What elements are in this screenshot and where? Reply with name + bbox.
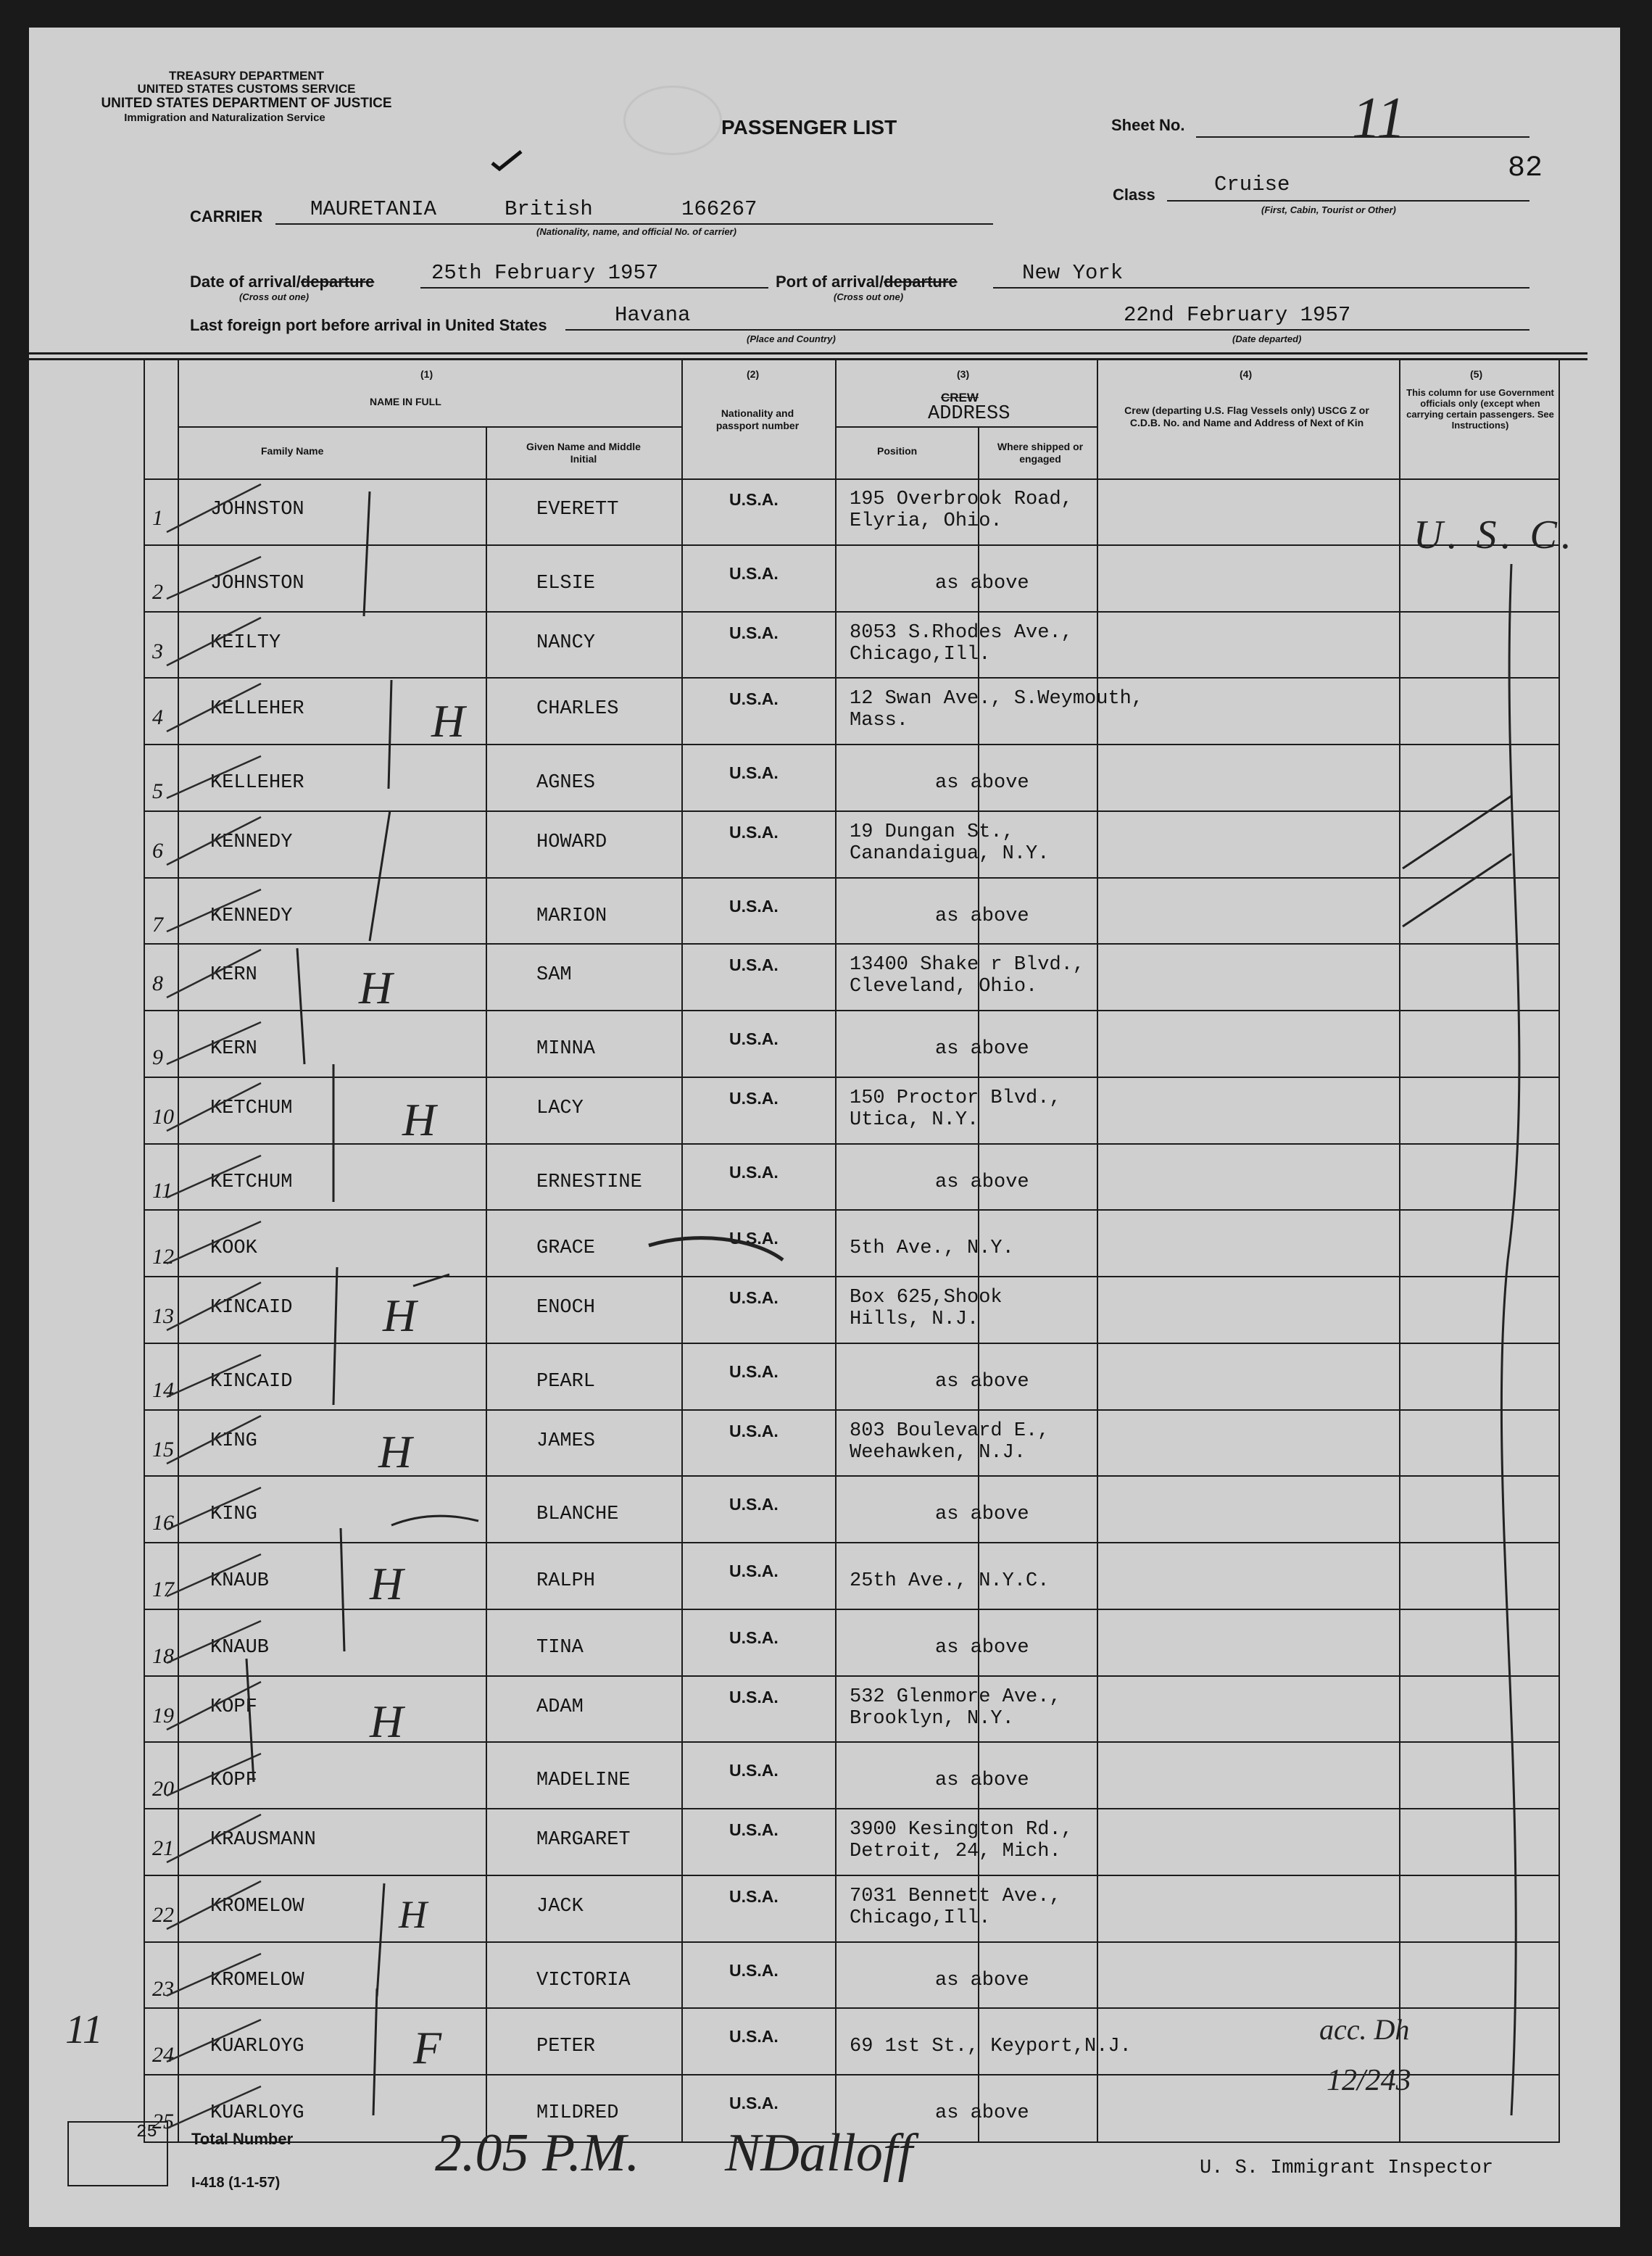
where-shipped-heading: Where shipped or engaged (997, 441, 1084, 465)
nationality: U.S.A. (729, 1029, 779, 1049)
given-name: PEARL (536, 1370, 596, 1393)
col3-number: (3) (957, 368, 970, 380)
port-caption: (Cross out one) (834, 291, 904, 302)
address-line-1: 8053 S.Rhodes Ave., (850, 621, 1073, 644)
departed-date: 22nd February 1957 (1124, 303, 1351, 327)
position-heading: Position (877, 445, 918, 457)
address-line-1: as above (935, 905, 1029, 927)
nationality: U.S.A. (729, 1886, 779, 1906)
usc-annotation: U. S. C. (1414, 513, 1576, 557)
address-line-2: Utica, N.Y. (850, 1108, 979, 1131)
given-name: ELSIE (536, 572, 596, 594)
nationality: U.S.A. (729, 563, 779, 583)
address-line-1: 7031 Bennett Ave., (850, 1885, 1061, 1907)
margin-mark: 11 (65, 2007, 103, 2052)
family-name: KING (210, 1504, 257, 1526)
nationality: U.S.A. (729, 689, 779, 709)
h-mark-knaub: H (370, 1558, 404, 1609)
family-name-heading: Family Name (261, 445, 324, 457)
signature-name: NDalloff (725, 2123, 913, 2183)
given-name: TINA (536, 1636, 584, 1659)
row-number: 8 (152, 971, 163, 996)
family-name: KUARLOYG (210, 2036, 304, 2058)
h-mark-kern: H (359, 962, 393, 1013)
address-line-2: Detroit, 24, Mich. (850, 1841, 1061, 1863)
agency-line-3: UNITED STATES DEPARTMENT OF JUSTICE (101, 96, 392, 111)
col2-heading: Nationality and passport number (715, 407, 800, 431)
address-line-1: as above (935, 1171, 1029, 1193)
given-name: HOWARD (536, 831, 607, 853)
nationality: U.S.A. (729, 1361, 779, 1381)
address-line-1: as above (935, 1770, 1029, 1792)
row-number: 17 (152, 1577, 174, 1602)
address-line-1: as above (935, 1504, 1029, 1526)
row-number: 12 (152, 1245, 174, 1269)
given-name: LACY (536, 1097, 584, 1119)
given-name: GRACE (536, 1237, 596, 1260)
given-name-heading: Given Name and Middle Initial (526, 441, 641, 465)
row-number: 10 (152, 1104, 174, 1129)
h-mark-kromelow: H (399, 1893, 427, 1936)
class-caption: (First, Cabin, Tourist or Other) (1261, 204, 1396, 215)
address-line-1: as above (935, 572, 1029, 594)
given-name: VICTORIA (536, 1969, 631, 1991)
given-name: MADELINE (536, 1770, 631, 1792)
address-line-2: Elyria, Ohio. (850, 510, 1003, 532)
given-name: RALPH (536, 1570, 596, 1593)
row-number: 11 (152, 1178, 173, 1203)
address-line-1: 803 Boulevard E., (850, 1419, 1050, 1442)
row-number: 21 (152, 1836, 174, 1861)
row-number: 25 (152, 2110, 174, 2134)
nationality: U.S.A. (729, 1820, 779, 1840)
row-number: 20 (152, 1777, 174, 1801)
page-title: PASSENGER LIST (721, 116, 897, 138)
row-number: 16 (152, 1511, 174, 1535)
page-number: 82 (1508, 152, 1543, 185)
foreign-port: Havana (615, 303, 691, 327)
col1-heading: NAME IN FULL (370, 396, 441, 407)
address-line-1: 13400 Shake r Blvd., (850, 954, 1085, 976)
family-name: KROMELOW (210, 1969, 304, 1991)
sheet-number: 11 (1352, 86, 1406, 150)
nationality: U.S.A. (729, 822, 779, 842)
class-value: Cruise (1214, 173, 1290, 196)
family-name: KERN (210, 964, 257, 987)
nationality: U.S.A. (729, 1960, 779, 1980)
address-line-2: Hills, N.J. (850, 1309, 979, 1331)
nationality: U.S.A. (729, 1088, 779, 1108)
given-name: MARION (536, 905, 607, 927)
family-name: KINCAID (210, 1370, 293, 1393)
row-number: 4 (152, 705, 163, 730)
row-number: 9 (152, 1045, 163, 1070)
address-line-1: as above (935, 2102, 1029, 2125)
date-label: Date of arrival/departure (190, 273, 375, 291)
nationality: U.S.A. (729, 1229, 779, 1248)
row-number: 18 (152, 1643, 174, 1668)
class-label: Class (1113, 186, 1155, 204)
nationality: U.S.A. (729, 1687, 779, 1706)
address-line-2: Canandaigua, N.Y. (850, 842, 1050, 865)
address-line-1: as above (935, 1969, 1029, 1991)
carrier-nationality: British (505, 197, 593, 221)
row-number: 3 (152, 639, 163, 663)
h-mark-king: H (378, 1426, 412, 1477)
f-mark-kuarloyg: F (413, 2022, 442, 2073)
given-name: MARGARET (536, 1829, 631, 1851)
col1-number: (1) (420, 368, 433, 380)
row-number: 15 (152, 1437, 174, 1461)
foreign-port-label: Last foreign port before arrival in United States (190, 316, 547, 334)
row-number: 22 (152, 1902, 174, 1927)
family-name: KRAUSMANN (210, 1829, 316, 1851)
arrival-port: New York (1022, 261, 1124, 285)
address-line-2: Mass. (850, 710, 909, 732)
arrival-date: 25th February 1957 (431, 261, 659, 285)
given-name: ADAM (536, 1696, 584, 1718)
col4-number: (4) (1240, 368, 1253, 380)
address-line-1: 25th Ave., N.Y.C. (850, 1570, 1050, 1593)
row-number: 5 (152, 779, 163, 804)
given-name: JAMES (536, 1430, 596, 1452)
given-name: BLANCHE (536, 1504, 619, 1526)
carrier-label: CARRIER (190, 207, 263, 225)
col3-struck: CREW (941, 391, 979, 405)
departed-caption: (Date departed) (1232, 333, 1302, 344)
nationality: U.S.A. (729, 490, 779, 509)
family-name: KROMELOW (210, 1895, 304, 1917)
address-line-1: as above (935, 1370, 1029, 1393)
row-number: 1 (152, 506, 163, 530)
family-name: KOPF (210, 1696, 257, 1718)
given-name: JACK (536, 1895, 584, 1917)
agency-line-4: Immigration and Naturalization Service (124, 112, 325, 124)
address-line-2: Chicago,Ill. (850, 643, 991, 665)
total-label: Total Number (191, 2130, 294, 2148)
h-mark-kincaid: H (383, 1290, 417, 1341)
address-line-2: Cleveland, Ohio. (850, 976, 1038, 998)
family-name: KOOK (210, 1237, 257, 1260)
agency-line-1: TREASURY DEPARTMENT (168, 69, 325, 83)
date-note: 12/243 (1327, 2064, 1411, 2097)
row-number: 24 (152, 2043, 174, 2068)
nationality: U.S.A. (729, 623, 779, 642)
nationality: U.S.A. (729, 896, 779, 916)
given-name: ENOCH (536, 1297, 596, 1319)
row-number: 13 (152, 1304, 174, 1329)
agency-line-2: UNITED STATES CUSTOMS SERVICE (137, 82, 356, 96)
given-name: NANCY (536, 631, 596, 654)
row-number: 23 (152, 1976, 174, 2001)
address-line-2: Chicago,Ill. (850, 1907, 991, 1929)
nationality: U.S.A. (729, 1627, 779, 1647)
date-caption: (Cross out one) (239, 291, 310, 302)
col5-heading: This column for use Government officials only (except when carrying certain passengers. See Instructions) (1406, 387, 1554, 431)
acc-note: acc. Dh (1319, 2013, 1410, 2046)
address-line-1: 532 Glenmore Ave., (850, 1685, 1061, 1708)
nationality: U.S.A. (729, 955, 779, 975)
total-value: 25 (136, 2123, 157, 2142)
carrier-caption: (Nationality, name, and official No. of carrier) (536, 226, 736, 237)
address-line-1: 3900 Kesington Rd., (850, 1819, 1073, 1841)
given-name: AGNES (536, 772, 596, 795)
address-line-1: 19 Dungan St., (850, 821, 1014, 843)
address-line-1: as above (935, 772, 1029, 795)
address-line-1: 12 Swan Ave., S.Weymouth, (850, 688, 1144, 710)
given-name: SAM (536, 964, 572, 987)
family-name: KETCHUM (210, 1171, 293, 1193)
nationality: U.S.A. (729, 1495, 779, 1514)
family-name: KINCAID (210, 1297, 293, 1319)
address-line-1: as above (935, 1038, 1029, 1061)
col4-heading: Crew (departing U.S. Flag Vessels only) USCG Z or C.D.B. No. and Name and Address of Next of Kin (1124, 405, 1369, 428)
family-name: KOPF (210, 1770, 257, 1792)
given-name: ERNESTINE (536, 1171, 642, 1193)
address-line-1: 195 Overbrook Road, (850, 489, 1073, 510)
row-number: 14 (152, 1377, 174, 1402)
h-mark-kopf: H (370, 1696, 404, 1747)
family-name: KENNEDY (210, 831, 293, 853)
address-line-1: 5th Ave., N.Y. (850, 1237, 1014, 1260)
row-number: 2 (152, 579, 163, 604)
given-name: CHARLES (536, 698, 619, 721)
nationality: U.S.A. (729, 1288, 779, 1308)
carrier-name: MAURETANIA (310, 197, 437, 221)
family-name: KENNEDY (210, 905, 293, 927)
carrier-number: 166267 (681, 197, 757, 221)
address-line-1: 150 Proctor Blvd., (850, 1087, 1061, 1109)
address-line-1: Box 625,Shook (850, 1287, 1003, 1309)
form-number: I-418 (1-1-57) (191, 2175, 281, 2191)
family-name: KEILTY (210, 631, 281, 654)
h-mark-kelleher: H (431, 695, 465, 747)
family-name: KELLEHER (210, 698, 304, 721)
h-mark-ketchum: H (402, 1094, 436, 1145)
address-line-1: as above (935, 1636, 1029, 1659)
family-name: KUARLOYG (210, 2102, 304, 2125)
family-name: KETCHUM (210, 1097, 293, 1119)
nationality: U.S.A. (729, 2094, 779, 2113)
family-name: KING (210, 1430, 257, 1452)
given-name: MILDRED (536, 2102, 619, 2125)
family-name: JOHNSTON (210, 572, 304, 594)
nationality: U.S.A. (729, 1761, 779, 1780)
address-line-1: 69 1st St., Keyport,N.J. (850, 2036, 1132, 2058)
address-line-2: Brooklyn, N.Y. (850, 1707, 1014, 1730)
given-name: EVERETT (536, 499, 619, 521)
family-name: KERN (210, 1038, 257, 1061)
col2-number: (2) (747, 368, 760, 380)
nationality: U.S.A. (729, 763, 779, 783)
signature-time: 2.05 P.M. (435, 2123, 640, 2183)
port-label: Port of arrival/departure (776, 273, 958, 291)
given-name: MINNA (536, 1038, 596, 1061)
family-name: KNAUB (210, 1570, 270, 1593)
family-name: JOHNSTON (210, 499, 304, 521)
address-line-2: Weehawken, N.J. (850, 1441, 1026, 1464)
row-number: 19 (152, 1703, 174, 1728)
passenger-list-sheet (29, 28, 1620, 2227)
nationality: U.S.A. (729, 1421, 779, 1440)
inspector-label: U. S. Immigrant Inspector (1200, 2157, 1494, 2179)
nationality: U.S.A. (729, 1162, 779, 1182)
sheet-label: Sheet No. (1111, 116, 1185, 134)
nationality: U.S.A. (729, 2027, 779, 2046)
row-number: 6 (152, 838, 163, 863)
col3-address-heading: ADDRESS (928, 403, 1010, 425)
nationality: U.S.A. (729, 1562, 779, 1581)
family-name: KELLEHER (210, 772, 304, 795)
row-number: 7 (152, 912, 163, 937)
col5-number: (5) (1470, 368, 1483, 380)
handwritten-marks (29, 28, 1620, 2227)
foreign-caption: (Place and Country) (747, 333, 836, 344)
given-name: PETER (536, 2036, 596, 2058)
family-name: KNAUB (210, 1636, 270, 1659)
